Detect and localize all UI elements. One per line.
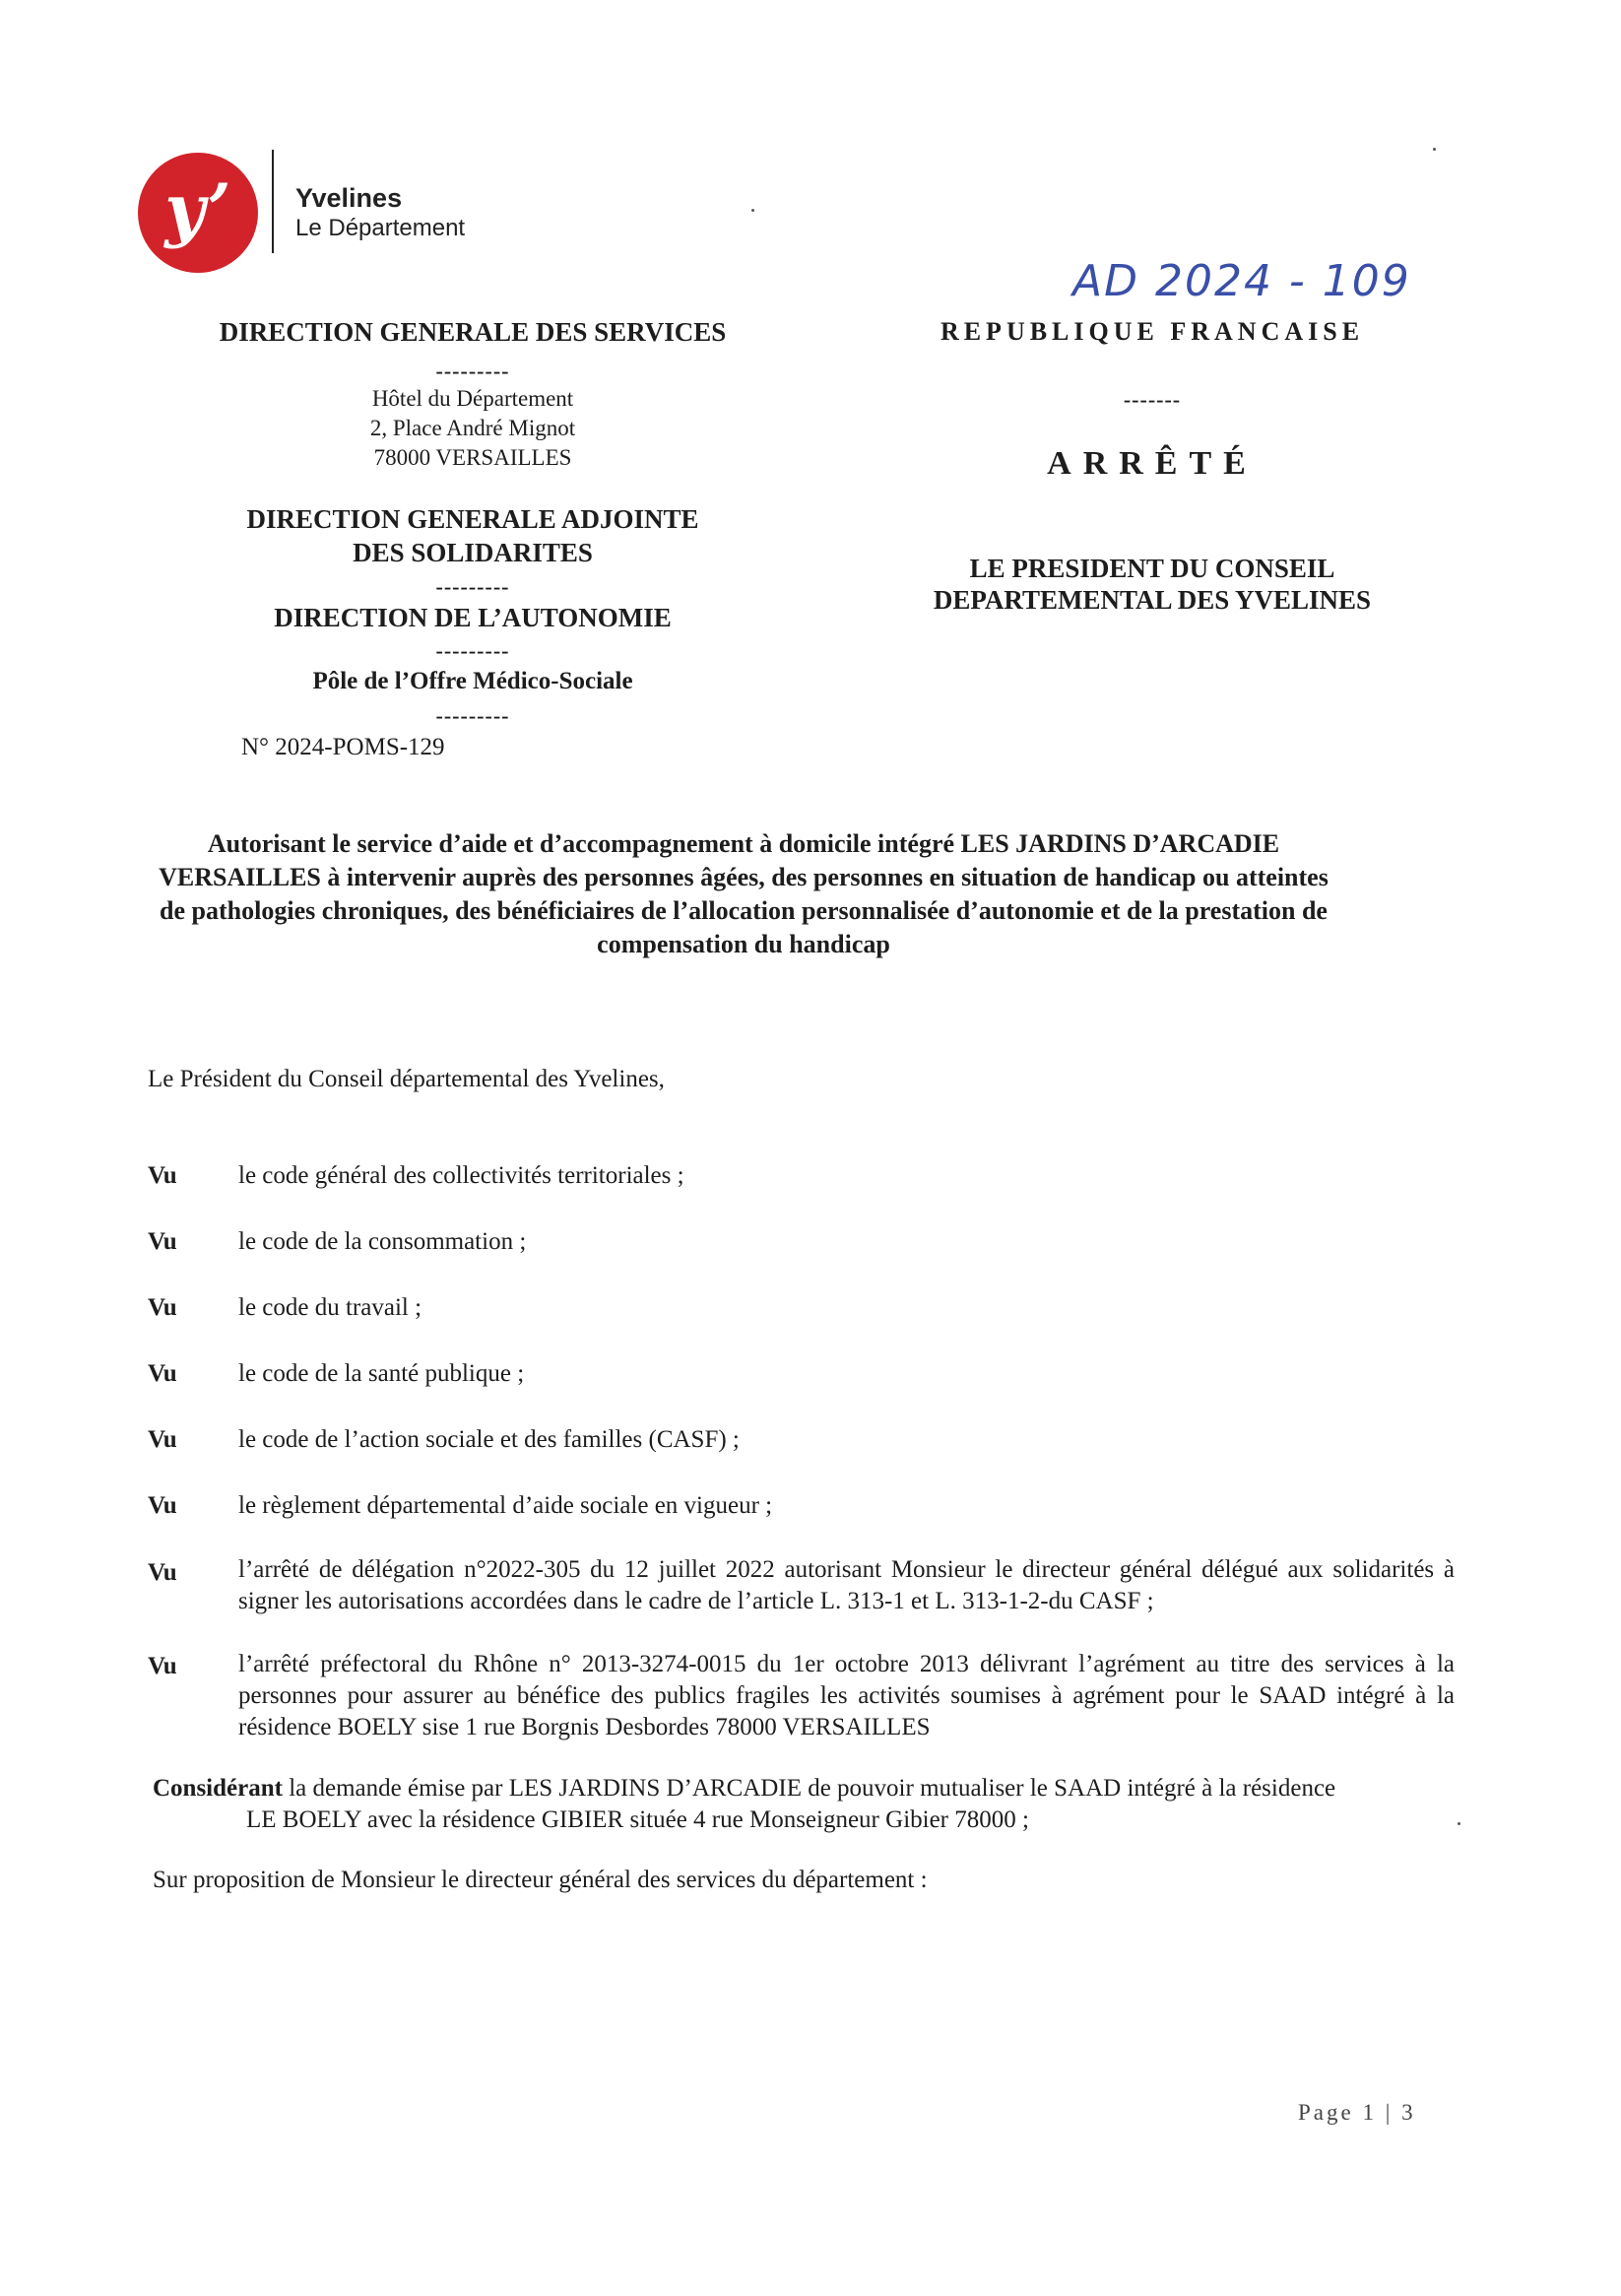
arrete-heading: ARRÊTÉ [1047,445,1258,482]
proposition-text: Sur proposition de Monsieur le directeur général des services du département : [153,1867,928,1893]
pole-heading: Pôle de l’Offre Médico-Sociale [312,668,633,694]
separator: ------- [1123,387,1182,412]
title-line: Autorisant le service d’aide et d’accompagnement à domicile intégré LES JARDINS D’ARCADIE [207,829,1280,858]
title-line: de pathologies chroniques, des bénéficiaires de l’allocation personnalisée d’autonomie et de la prestation de [160,896,1328,925]
vu-item: le code du travail ; [238,1294,422,1321]
intro-text: Le Président du Conseil départemental des Yvelines, [148,1066,665,1092]
vu-label: Vu [148,1294,177,1321]
separator: --------- [435,574,510,599]
vu-label: Vu [148,1559,177,1586]
vu-item: le code général des collectivités territoriales ; [238,1162,684,1189]
vu-label: Vu [148,1426,177,1453]
brand-name: Yvelines [295,183,403,213]
vu-label: Vu [148,1360,177,1387]
vu-label: Vu [148,1228,177,1255]
handwritten-ref-svg [1069,248,1462,307]
considerant-label: Considérant [153,1775,283,1802]
president-heading-1: LE PRESIDENT DU CONSEIL [969,554,1335,583]
handwritten-ref-text: AD 2024 - 109 [1072,256,1411,306]
considerant-text-2: LE BOELY avec la résidence GIBIER située 4 rue Monseigneur Gibier 78000 ; [246,1806,1029,1833]
scan-speck [751,209,754,212]
vu-item: le code de la santé publique ; [238,1360,525,1387]
yvelines-logo [138,153,258,273]
president-heading-2: DEPARTEMENTAL DES YVELINES [933,585,1372,615]
vu-item: le code de la consommation ; [238,1228,527,1255]
considerant-paragraph [153,1773,1472,1836]
scan-speck [1458,1822,1460,1825]
vu-item: le règlement départemental d’aide sociale en vigueur ; [238,1492,773,1519]
considerant-text-1: la demande émise par LES JARDINS D’ARCADIE de pouvoir mutualiser le SAAD intégré à la résidence [289,1775,1336,1802]
dgas-heading-1: DIRECTION GENERALE ADJOINTE [246,504,699,534]
separator: --------- [435,359,510,383]
logo-divider [272,150,274,253]
vu-label: Vu [148,1492,177,1519]
vu-item: l’arrêté de délégation n°2022-305 du 12 juillet 2022 autorisant Monsieur le directeur général délégué aux solidarités à signer les autorisations accordées dans le cadre de l’article L. 313-1 et L. 313-1-2-du CASF ; [238,1556,1455,1614]
scan-speck [1433,148,1436,151]
autonomie-heading: DIRECTION DE L’AUTONOMIE [274,603,672,632]
arrete-title [128,827,1359,961]
title-line: compensation du handicap [597,930,890,958]
brand-subtitle: Le Département [295,215,466,241]
vu-item: l’arrêté préfectoral du Rhône n° 2013-3274-0015 du 1er octobre 2013 délivrant l’agrément au titre des services à la personnes pour assurer au bénéfice des publics fragiles les activités soumises à agrément pour le SAAD intégré à la résidence BOELY sise 1 rue Borgnis Desbordes 78000 VERSAILLES [238,1651,1455,1740]
dgas-heading-2: DES SOLIDARITES [353,538,593,567]
separator: --------- [435,703,510,728]
vu-label: Vu [148,1653,177,1679]
separator: --------- [435,638,510,663]
vu-item: le code de l’action sociale et des familles (CASF) ; [238,1426,740,1453]
address-line-1: Hôtel du Département [371,386,574,411]
republique-heading: REPUBLIQUE FRANCAISE [940,317,1365,346]
dgs-heading: DIRECTION GENERALE DES SERVICES [219,317,727,347]
page-number: Page 1 | 3 [1298,2100,1416,2125]
address-line-3: 78000 VERSAILLES [373,445,572,470]
handwritten-reference [1069,248,1462,312]
title-line: VERSAILLES à intervenir auprès des personnes âgées, des personnes en situation de handicap ou atteintes [159,863,1329,891]
logo-mark: y’ [164,168,231,250]
address-line-2: 2, Place André Mignot [369,416,576,440]
arrete-number: N° 2024-POMS-129 [241,734,445,760]
vu-label: Vu [148,1162,177,1189]
